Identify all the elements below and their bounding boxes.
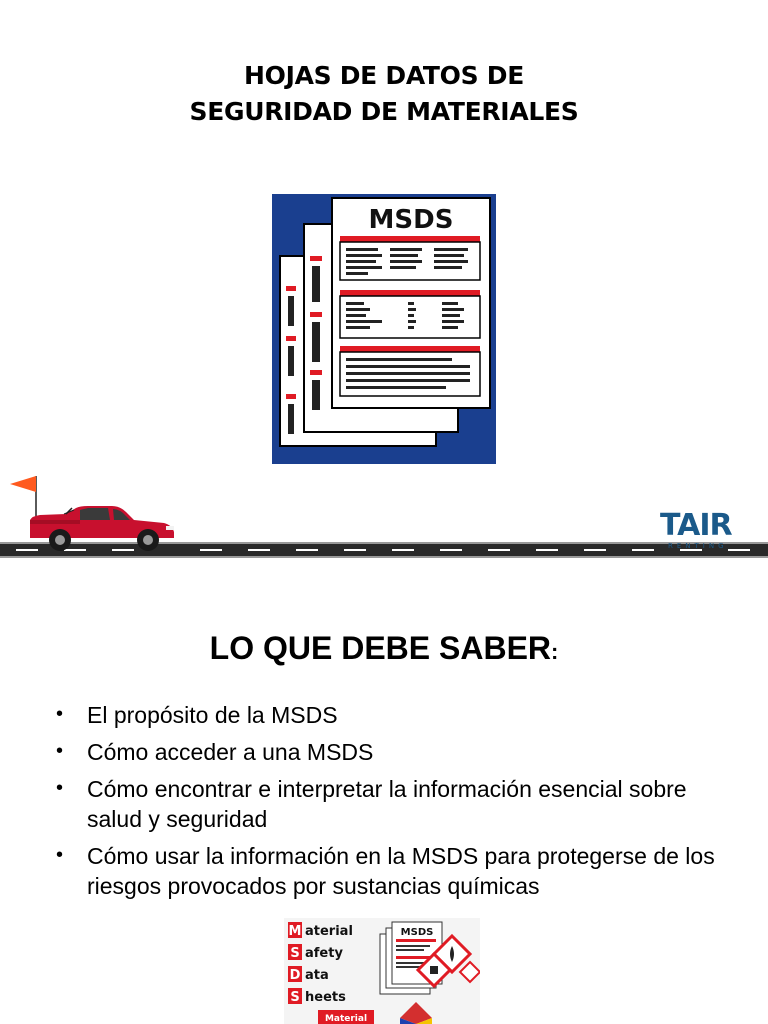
section-heading	[0, 630, 768, 667]
list-item: • Cómo encontrar e interpretar la información esencial sobre salud y seguridad	[56, 774, 736, 834]
section-heading-text: LO QUE DEBE SABER	[209, 630, 552, 666]
acrostic-word: ata	[305, 968, 329, 983]
road-truck-illustration	[0, 468, 768, 580]
bullet-list	[56, 700, 736, 908]
acrostic-letter: M	[288, 924, 302, 939]
acrostic-word: aterial	[305, 924, 353, 939]
tair-renting-logo	[660, 508, 740, 552]
material-tag: Material	[324, 1014, 368, 1024]
logo-subtitle: RENTING	[668, 542, 728, 550]
list-item: • Cómo acceder a una MSDS	[56, 737, 736, 767]
acrostic-letter: S	[290, 990, 300, 1005]
acrostic-letter: S	[290, 946, 300, 961]
msds-figure-label: MSDS	[368, 205, 454, 235]
logo-name: TAIR	[660, 508, 732, 543]
title-line-2: SEGURIDAD DE MATERIALES	[189, 97, 579, 126]
acrostic-word: heets	[305, 990, 346, 1005]
section-heading-colon: :	[551, 639, 559, 664]
msds-acrostic-image	[284, 918, 480, 1024]
acrostic-word: afety	[305, 946, 343, 961]
acrostic-letter: D	[289, 968, 301, 983]
small-doc-label: MSDS	[400, 927, 434, 938]
title-line-1: HOJAS DE DATOS DE	[244, 61, 524, 90]
msds-document-stack-icon	[272, 194, 496, 464]
slide-title	[0, 58, 768, 130]
list-item: • Cómo usar la información en la MSDS para protegerse de los riesgos provocados por sustancias químicas	[56, 841, 736, 901]
list-item: • El propósito de la MSDS	[56, 700, 736, 730]
